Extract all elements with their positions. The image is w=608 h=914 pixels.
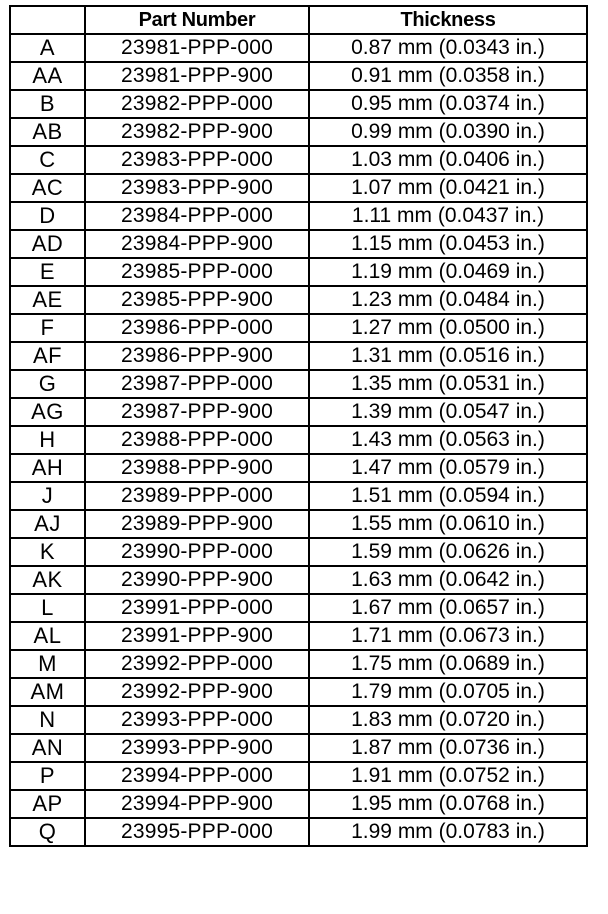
table-row (10, 230, 587, 258)
part-number-cell: 23991-PPP-900 (85, 622, 309, 650)
table-row (10, 538, 587, 566)
part-number-cell: 23985-PPP-900 (85, 286, 309, 314)
code-cell: AG (10, 398, 85, 426)
header-row (10, 6, 587, 34)
code-cell: N (10, 706, 85, 734)
thickness-cell: 1.19 mm (0.0469 in.) (309, 258, 587, 286)
part-number-cell: 23990-PPP-000 (85, 538, 309, 566)
table-row (10, 90, 587, 118)
part-number-cell: 23985-PPP-000 (85, 258, 309, 286)
table-header (10, 6, 587, 34)
thickness-cell: 1.67 mm (0.0657 in.) (309, 594, 587, 622)
part-number-cell: 23982-PPP-000 (85, 90, 309, 118)
table-row (10, 594, 587, 622)
table-row (10, 146, 587, 174)
part-number-cell: 23982-PPP-900 (85, 118, 309, 146)
code-cell: AF (10, 342, 85, 370)
thickness-cell: 0.99 mm (0.0390 in.) (309, 118, 587, 146)
thickness-cell: 1.83 mm (0.0720 in.) (309, 706, 587, 734)
part-number-cell: 23988-PPP-000 (85, 426, 309, 454)
code-cell: L (10, 594, 85, 622)
thickness-table (9, 5, 588, 847)
table-row (10, 482, 587, 510)
table-row (10, 510, 587, 538)
table-row (10, 454, 587, 482)
table-row (10, 174, 587, 202)
code-cell: B (10, 90, 85, 118)
table-row (10, 286, 587, 314)
table-row (10, 426, 587, 454)
part-number-cell: 23993-PPP-000 (85, 706, 309, 734)
table-row (10, 818, 587, 846)
thickness-cell: 1.51 mm (0.0594 in.) (309, 482, 587, 510)
parts-table-sheet (9, 5, 588, 847)
thickness-cell: 1.99 mm (0.0783 in.) (309, 818, 587, 846)
table-row (10, 370, 587, 398)
table-row (10, 202, 587, 230)
thickness-cell: 1.71 mm (0.0673 in.) (309, 622, 587, 650)
code-cell: AM (10, 678, 85, 706)
table-row (10, 566, 587, 594)
part-number-cell: 23991-PPP-000 (85, 594, 309, 622)
thickness-cell: 1.35 mm (0.0531 in.) (309, 370, 587, 398)
part-number-cell: 23994-PPP-000 (85, 762, 309, 790)
thickness-cell: 1.79 mm (0.0705 in.) (309, 678, 587, 706)
header-part-number: Part Number (85, 6, 309, 34)
part-number-cell: 23992-PPP-900 (85, 678, 309, 706)
part-number-cell: 23984-PPP-000 (85, 202, 309, 230)
code-cell: A (10, 34, 85, 62)
part-number-cell: 23990-PPP-900 (85, 566, 309, 594)
code-cell: AL (10, 622, 85, 650)
part-number-cell: 23983-PPP-000 (85, 146, 309, 174)
code-cell: D (10, 202, 85, 230)
code-cell: E (10, 258, 85, 286)
code-cell: M (10, 650, 85, 678)
code-cell: AJ (10, 510, 85, 538)
part-number-cell: 23981-PPP-900 (85, 62, 309, 90)
code-cell: AC (10, 174, 85, 202)
thickness-cell: 1.55 mm (0.0610 in.) (309, 510, 587, 538)
part-number-cell: 23987-PPP-000 (85, 370, 309, 398)
thickness-cell: 1.87 mm (0.0736 in.) (309, 734, 587, 762)
part-number-cell: 23981-PPP-000 (85, 34, 309, 62)
code-cell: AP (10, 790, 85, 818)
code-cell: H (10, 426, 85, 454)
thickness-cell: 1.23 mm (0.0484 in.) (309, 286, 587, 314)
code-cell: F (10, 314, 85, 342)
table-row (10, 258, 587, 286)
table-row (10, 706, 587, 734)
part-number-cell: 23986-PPP-900 (85, 342, 309, 370)
thickness-cell: 1.43 mm (0.0563 in.) (309, 426, 587, 454)
thickness-cell: 0.91 mm (0.0358 in.) (309, 62, 587, 90)
thickness-cell: 0.95 mm (0.0374 in.) (309, 90, 587, 118)
code-cell: AB (10, 118, 85, 146)
table-row (10, 678, 587, 706)
part-number-cell: 23989-PPP-000 (85, 482, 309, 510)
code-cell: C (10, 146, 85, 174)
code-cell: AK (10, 566, 85, 594)
thickness-cell: 1.31 mm (0.0516 in.) (309, 342, 587, 370)
code-cell: AN (10, 734, 85, 762)
part-number-cell: 23983-PPP-900 (85, 174, 309, 202)
table-row (10, 734, 587, 762)
code-cell: P (10, 762, 85, 790)
thickness-cell: 1.03 mm (0.0406 in.) (309, 146, 587, 174)
table-row (10, 790, 587, 818)
table-row (10, 650, 587, 678)
thickness-cell: 1.63 mm (0.0642 in.) (309, 566, 587, 594)
code-cell: AA (10, 62, 85, 90)
thickness-cell: 1.91 mm (0.0752 in.) (309, 762, 587, 790)
thickness-cell: 0.87 mm (0.0343 in.) (309, 34, 587, 62)
part-number-cell: 23993-PPP-900 (85, 734, 309, 762)
table-row (10, 622, 587, 650)
thickness-cell: 1.95 mm (0.0768 in.) (309, 790, 587, 818)
code-cell: J (10, 482, 85, 510)
thickness-cell: 1.47 mm (0.0579 in.) (309, 454, 587, 482)
part-number-cell: 23984-PPP-900 (85, 230, 309, 258)
part-number-cell: 23987-PPP-900 (85, 398, 309, 426)
table-row (10, 314, 587, 342)
header-code (10, 6, 85, 34)
thickness-cell: 1.75 mm (0.0689 in.) (309, 650, 587, 678)
code-cell: AD (10, 230, 85, 258)
code-cell: K (10, 538, 85, 566)
part-number-cell: 23992-PPP-000 (85, 650, 309, 678)
table-row (10, 398, 587, 426)
thickness-cell: 1.59 mm (0.0626 in.) (309, 538, 587, 566)
code-cell: Q (10, 818, 85, 846)
header-thickness: Thickness (309, 6, 587, 34)
code-cell: AH (10, 454, 85, 482)
table-row (10, 34, 587, 62)
part-number-cell: 23989-PPP-900 (85, 510, 309, 538)
table-row (10, 62, 587, 90)
table-body (10, 34, 587, 846)
code-cell: AE (10, 286, 85, 314)
part-number-cell: 23994-PPP-900 (85, 790, 309, 818)
thickness-cell: 1.11 mm (0.0437 in.) (309, 202, 587, 230)
table-row (10, 118, 587, 146)
part-number-cell: 23986-PPP-000 (85, 314, 309, 342)
thickness-cell: 1.15 mm (0.0453 in.) (309, 230, 587, 258)
table-row (10, 342, 587, 370)
thickness-cell: 1.39 mm (0.0547 in.) (309, 398, 587, 426)
code-cell: G (10, 370, 85, 398)
table-row (10, 762, 587, 790)
thickness-cell: 1.07 mm (0.0421 in.) (309, 174, 587, 202)
part-number-cell: 23995-PPP-000 (85, 818, 309, 846)
part-number-cell: 23988-PPP-900 (85, 454, 309, 482)
thickness-cell: 1.27 mm (0.0500 in.) (309, 314, 587, 342)
